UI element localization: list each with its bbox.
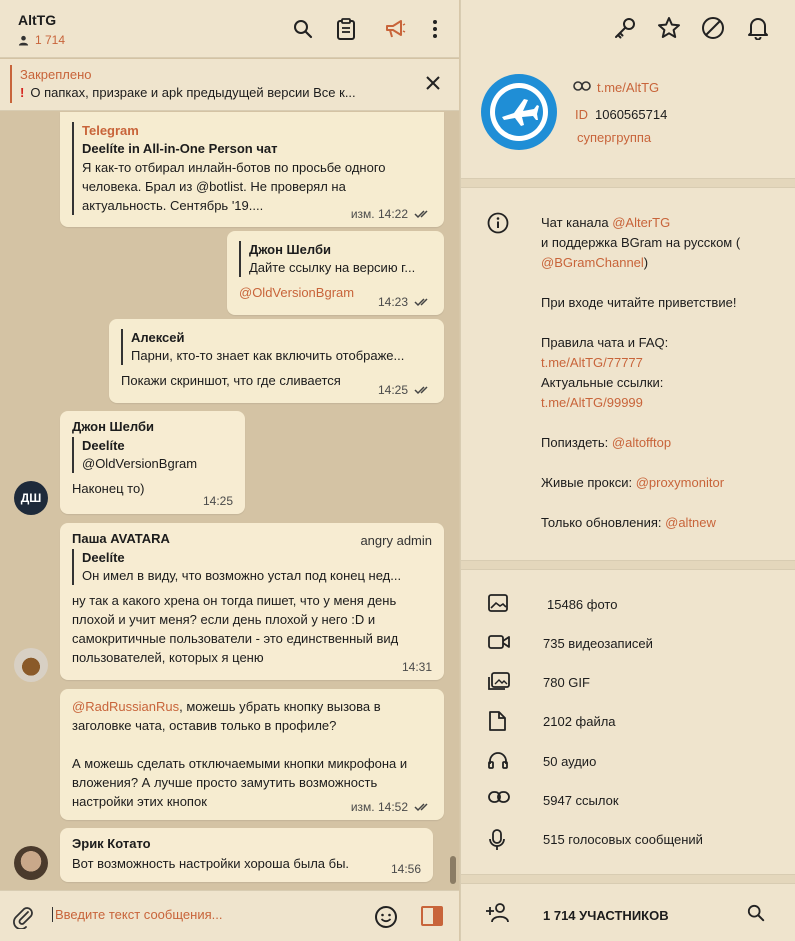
media-label: 515 голосовых сообщений — [543, 832, 703, 847]
message-time: 14:56 — [390, 862, 421, 876]
desc-link[interactable]: @AlterTG — [612, 215, 671, 230]
message-bubble[interactable] — [60, 523, 444, 680]
media-label: 735 видеозаписей — [543, 636, 653, 651]
media-photos[interactable] — [461, 585, 795, 624]
quote-author: Deelíte — [82, 550, 125, 565]
desc-link[interactable]: @altofftop — [611, 435, 672, 450]
chat-header[interactable] — [0, 0, 459, 58]
admin-badge: angry admin — [360, 533, 432, 548]
id-value[interactable]: 1060565714 — [595, 107, 668, 122]
double-check-icon — [414, 802, 432, 812]
pinned-text-value: О папках, призраке и apk предыдущей версии Все к... — [30, 85, 356, 100]
quote-text: Он имел в виду, что возможно устал под конец нед... — [82, 568, 402, 583]
message-text: Покажи скриншот, что где сливается — [121, 373, 341, 388]
quote-author: Джон Шелби — [249, 242, 331, 257]
profile-panel — [460, 0, 795, 941]
scrollbar-thumb[interactable] — [450, 856, 456, 884]
jet-icon — [494, 87, 544, 137]
desc-text: Попиздеть: — [541, 435, 612, 450]
quote-title: Deelíte in All-in-One Person чат — [82, 141, 278, 156]
description — [541, 213, 781, 533]
mention-link[interactable]: @RadRussianRus — [72, 699, 180, 714]
reply-quote[interactable] — [121, 329, 432, 365]
photo-icon — [487, 593, 511, 615]
desc-link[interactable]: t.me/AltTG/77777 — [541, 355, 643, 370]
message-time: 14:25 — [377, 383, 408, 397]
chat-title[interactable]: AltTG — [18, 12, 57, 28]
mention-link[interactable]: @OldVersionBgram — [239, 285, 355, 300]
block-icon[interactable] — [701, 16, 727, 42]
section-divider — [461, 560, 795, 570]
media-label: 15486 фото — [547, 597, 618, 612]
member-count-value: 1 714 — [35, 33, 66, 47]
members-section[interactable] — [461, 886, 795, 941]
invite-link[interactable]: t.me/AltTG — [597, 80, 660, 95]
message-bubble[interactable] — [227, 231, 444, 315]
section-divider — [461, 874, 795, 884]
message-meta — [378, 383, 432, 397]
file-icon — [487, 710, 511, 732]
message-text: А можешь сделать отключаемыми кнопки микрофона и вложения? А лучше просто замутить возможность настройки этих кнопок — [72, 756, 408, 809]
member-count — [18, 33, 65, 47]
desc-line — [541, 213, 781, 233]
desc-link[interactable]: t.me/AltTG/99999 — [541, 395, 643, 410]
reply-quote[interactable] — [72, 437, 233, 473]
pinned-text — [20, 85, 400, 100]
link-icon — [573, 80, 593, 96]
pinned-label: Закреплено — [20, 67, 92, 82]
message-bubble[interactable] — [60, 411, 245, 514]
id-label: ID — [575, 107, 588, 122]
avatar-initials: ДШ — [20, 491, 42, 505]
desc-line: При входе читайте приветствие! — [541, 295, 737, 310]
double-check-icon — [414, 209, 432, 219]
quote-text: @OldVersionBgram — [82, 456, 198, 471]
bell-icon[interactable] — [747, 16, 773, 42]
message-text: Наконец то) — [72, 481, 145, 496]
desc-link[interactable]: @altnew — [665, 515, 716, 530]
mic-icon — [487, 828, 511, 850]
star-icon[interactable] — [657, 16, 683, 42]
message-text: Я как-то отбирал инлайн-ботов по просьбе одного человека. Брал из @botlist. Не проверял на актуальность. Сентябрь '19.... — [82, 160, 386, 213]
message-sender[interactable]: Паша AVATARA — [72, 531, 170, 546]
desc-text: Живые прокси: — [541, 475, 636, 490]
media-label: 50 аудио — [543, 754, 597, 769]
message-time: изм. 14:52 — [350, 800, 408, 814]
pinned-message-bar[interactable] — [0, 59, 459, 111]
desc-text: Чат канала — [541, 215, 613, 230]
side-panel-toggle-icon[interactable] — [420, 905, 444, 929]
desc-line — [541, 473, 781, 493]
media-videos[interactable] — [461, 624, 795, 663]
quote-author: Алексей — [131, 330, 185, 345]
message-bubble[interactable] — [60, 112, 444, 227]
video-icon — [487, 632, 511, 654]
message-input[interactable] — [52, 907, 352, 922]
forward-quote[interactable] — [72, 122, 432, 215]
quote-text: Парни, кто-то знает как включить отображе... — [131, 348, 405, 363]
close-icon[interactable] — [423, 73, 443, 93]
search-icon[interactable] — [747, 904, 767, 924]
desc-line: Правила чата и FAQ: — [541, 335, 669, 350]
search-icon[interactable] — [290, 16, 316, 42]
more-vert-icon[interactable] — [422, 16, 448, 42]
desc-line — [541, 513, 781, 533]
message-meta — [391, 862, 421, 876]
double-check-icon — [414, 385, 432, 395]
desc-line — [541, 253, 781, 273]
message-text: ну так а какого хрена он тогда пишет, что у меня день плохой и учит меня? если день плохой у него :D и самокритичные пользователи - это единственный вид пользователей, которых я ценю — [72, 593, 399, 665]
message-sender[interactable]: Эрик Котато — [72, 836, 151, 851]
media-links[interactable] — [461, 781, 795, 820]
message-sender[interactable]: Джон Шелби — [72, 419, 154, 434]
media-voice[interactable] — [461, 820, 795, 859]
media-label: 2102 файла — [543, 714, 616, 729]
desc-line: и поддержка BGram на русском ( — [541, 235, 741, 250]
desc-text: ) — [643, 255, 649, 270]
message-meta — [351, 800, 432, 814]
message-bubble[interactable] — [60, 689, 444, 820]
message-time: 14:31 — [401, 660, 432, 674]
quote-author: Deelíte — [82, 438, 125, 453]
media-files[interactable] — [461, 702, 795, 741]
message-meta — [402, 660, 432, 674]
reply-quote[interactable] — [239, 241, 432, 277]
person-icon — [18, 35, 29, 46]
clipboard-icon[interactable] — [333, 16, 359, 42]
megaphone-icon[interactable] — [382, 16, 408, 42]
link-icon — [487, 789, 511, 811]
message-meta — [378, 295, 432, 309]
message-time: изм. 14:22 — [350, 207, 408, 221]
chat-avatar-inner — [490, 83, 548, 141]
info-icon — [487, 212, 511, 236]
key-icon[interactable] — [613, 16, 639, 42]
message-bubble[interactable] — [109, 319, 444, 403]
attach-icon[interactable] — [12, 905, 36, 929]
message-text: Вот возможность настройки хороша была бы. — [72, 856, 350, 871]
message-meta — [203, 494, 233, 508]
pinned-accent-bar — [10, 65, 12, 103]
avatar[interactable] — [14, 481, 48, 515]
message-meta — [351, 207, 432, 221]
avatar[interactable] — [14, 648, 48, 682]
desc-line — [541, 433, 781, 453]
audio-icon — [487, 750, 511, 772]
reply-quote[interactable] — [72, 549, 432, 585]
desc-text: Только обновления: — [541, 515, 666, 530]
message-time: 14:25 — [202, 494, 233, 508]
media-label: 5947 ссылок — [543, 793, 619, 808]
double-check-icon — [414, 297, 432, 307]
emoji-icon[interactable] — [374, 905, 398, 929]
message-text-part: , можешь убрать кнопку вызова в заголовке чата, оставив только в профиле? — [72, 699, 381, 733]
exclamation-icon: ! — [20, 85, 25, 100]
media-audio[interactable] — [461, 742, 795, 781]
composer — [0, 890, 459, 941]
section-divider — [461, 178, 795, 188]
avatar[interactable] — [14, 846, 48, 880]
chat-avatar[interactable] — [481, 74, 557, 150]
message-text — [72, 697, 417, 735]
media-gifs[interactable] — [461, 663, 795, 702]
quote-source: Telegram — [82, 123, 139, 138]
message-time: 14:23 — [377, 295, 408, 309]
gif-icon — [487, 671, 511, 693]
members-count-label: 1 714 УЧАСТНИКОВ — [543, 908, 669, 923]
quote-text: Дайте ссылку на версию г... — [249, 260, 416, 275]
desc-link[interactable]: @BGramChannel — [541, 255, 644, 270]
chat-type: супергруппа — [577, 130, 652, 145]
media-label: 780 GIF — [543, 675, 590, 690]
message-bubble[interactable] — [60, 828, 433, 882]
scrollbar[interactable] — [450, 112, 456, 890]
desc-link[interactable]: @proxymonitor — [635, 475, 725, 490]
message-list[interactable] — [0, 112, 459, 890]
add-member-icon[interactable] — [485, 902, 511, 924]
desc-line: Актуальные ссылки: — [541, 375, 664, 390]
